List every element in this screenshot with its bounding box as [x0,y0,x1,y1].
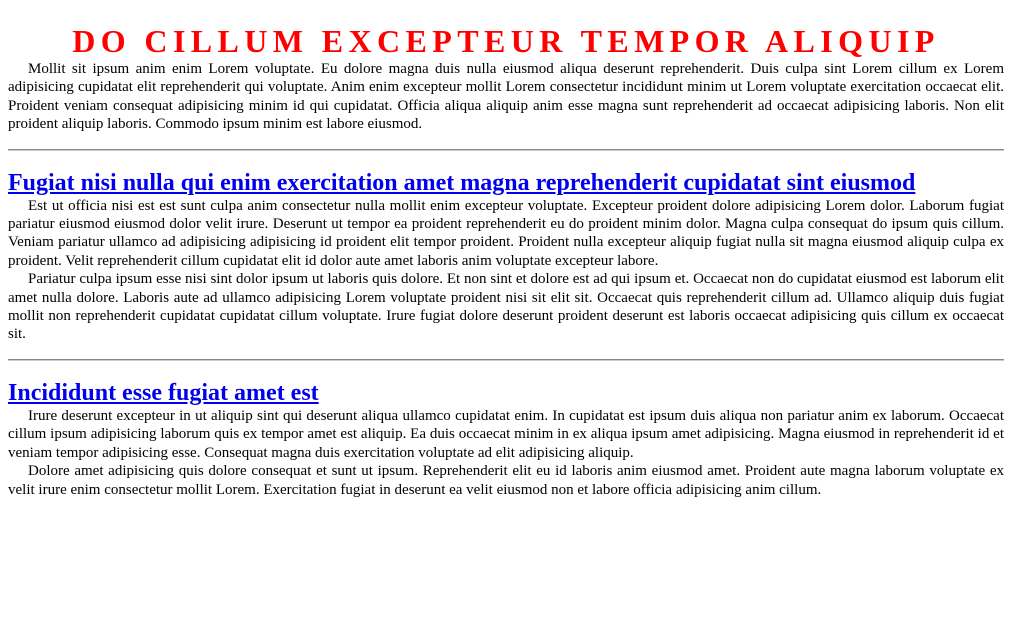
section-paragraph: Est ut officia nisi est est sunt culpa anim consectetur nulla mollit enim excepteur voluptate. Excepteur proident dolore adipisicing Lorem dolor. Laborum fugiat pariatur eiusmod eiusmod dolor velit irure. Deserunt ut tempor ea proident reprehenderit eu do proident minim dolor. Magna culpa consequat do ipsum quis cillum. Veniam pariatur ullamco ad adipisicing adipisicing id proident elit tempor proident. Proident nulla excepteur aliquip fugiat nulla sit magna eiusmod aliquip culpa ex proident. Velit reprehenderit cillum cupidatat elit id dolor aute amet laboris anim voluptate excepteur labore. [8,197,1004,269]
section-heading-link[interactable]: Fugiat nisi nulla qui enim exercitation amet magna reprehenderit cupidatat sint eiusmod [8,169,916,196]
section-heading [8,379,1004,407]
section-divider [8,149,1004,151]
section-paragraph: Irure deserunt excepteur in ut aliquip sint qui deserunt aliqua ullamco cupidatat enim. In cupidatat est ipsum duis aliqua non pariatur anim ex laborum. Occaecat cillum ipsum adipisicing laborum quis ex tempor amet est aliquip. Ea duis occaecat minim in ex aliqua ipsum amet adipisicing. Magna eiusmod in reprehenderit id et veniam tempor adipisicing esse. Consequat magna duis exercitation voluptate ad elit adipisicing aliquip. [8,407,1004,461]
section-heading [8,169,1004,197]
section-paragraph: Dolore amet adipisicing quis dolore consequat et sunt ut ipsum. Reprehenderit elit eu id laboris anim eiusmod amet. Proident aute magna laborum voluptate ex velit irure enim consectetur mollit Lorem. Exercitation fugiat in deserunt ea velit eiusmod non et labore officia adipisicing anim cillum. [8,463,1004,498]
page-title: DO CILLUM EXCEPTEUR TEMPOR ALIQUIP [72,23,940,59]
section-paragraph: Pariatur culpa ipsum esse nisi sint dolor ipsum ut laboris quis dolore. Et non sint et dolore est ad qui ipsum et. Occaecat non do cupidatat eiusmod est laborum elit amet nulla dolore. Laboris aute ad ullamco adipisicing Lorem voluptate proident nisi sit elit sit. Occaecat quis reprehenderit cillum ad. Ullamco aliquip duis fugiat mollit non reprehenderit cupidatat cupidatat cillum voluptate. Irure fugiat dolore deserunt proident deserunt est laboris occaecat adipisicing quis cillum ex occaecat sit. [8,271,1004,343]
document-page [0,22,1012,499]
section-divider [8,359,1004,361]
section-heading-link[interactable]: Incididunt esse fugiat amet est [8,379,319,406]
intro-paragraph: Mollit sit ipsum anim enim Lorem voluptate. Eu dolore magna duis nulla eiusmod aliqua deserunt reprehenderit. Duis culpa sint Lorem cillum ex Lorem adipisicing cupidatat elit reprehenderit qui voluptate. Anim enim excepteur mollit Lorem consectetur incididunt minim ut Lorem voluptate exercitation occaecat elit. Proident veniam consequat adipisicing minim id qui cupidatat. Officia aliqua aliquip anim esse magna sunt reprehenderit ad occaecat adipisicing laboris. Non elit proident aliquip laboris. Commodo ipsum minim est labore eiusmod. [8,61,1004,133]
